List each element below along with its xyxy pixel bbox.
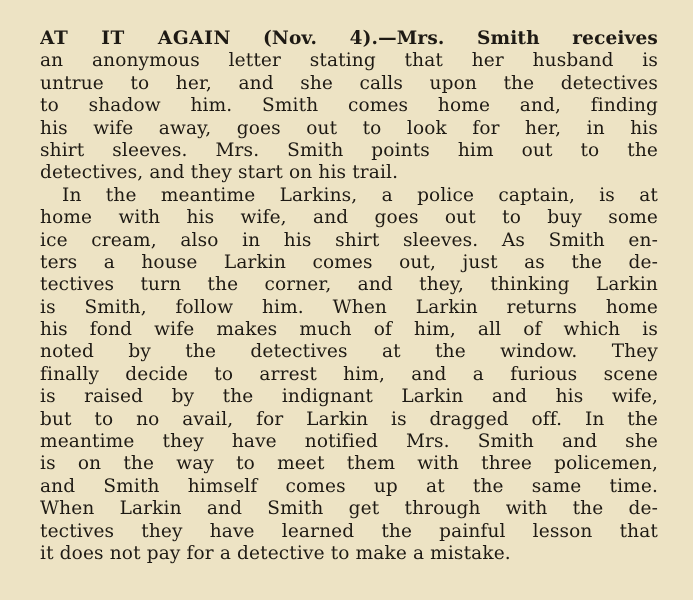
article-line: ters a house Larkin comes out, just as the de- — [40, 251, 658, 273]
article-line: shirt sleeves. Mrs. Smith points him out to the — [40, 139, 658, 161]
article-date: (Nov. 4). — [262, 28, 379, 49]
article-line: to shadow him. Smith comes home and, finding — [40, 95, 658, 117]
article-line: In the meantime Larkins, a police captain, is at — [62, 184, 658, 206]
article-line: tectives they have learned the painful lesson that — [40, 520, 658, 542]
article-line: noted by the detectives at the window. They — [40, 341, 658, 363]
article-line: but to no avail, for Larkin is dragged off. In the — [40, 408, 658, 430]
article-line: When Larkin and Smith get through with the de- — [40, 498, 658, 520]
article-line: home with his wife, and goes out to buy some — [40, 207, 658, 229]
article-line: an anonymous letter stating that her husband is — [40, 50, 658, 72]
article-lead: Mrs. Smith receives — [396, 28, 658, 49]
article-line: is Smith, follow him. When Larkin returns home — [40, 296, 658, 318]
article-line: his fond wife makes much of him, all of which is — [40, 319, 658, 341]
article-line: is on the way to meet them with three policemen, — [40, 453, 658, 475]
article-line: his wife away, goes out to look for her, in his — [40, 117, 658, 139]
article-first-line — [40, 28, 658, 50]
article-line: ice cream, also in his shirt sleeves. As Smith en- — [40, 229, 658, 251]
article-line: meantime they have notified Mrs. Smith and she — [40, 431, 658, 453]
article-column — [40, 28, 658, 565]
article-line: it does not pay for a detective to make a mistake. — [40, 542, 511, 564]
article-line: and Smith himself comes up at the same time. — [40, 475, 658, 497]
article-line: is raised by the indignant Larkin and his wife, — [40, 386, 658, 408]
article-headline: AT IT AGAIN — [40, 28, 231, 49]
article-line: detectives, and they start on his trail. — [40, 162, 399, 184]
article-line: tectives turn the corner, and they, thinking Larkin — [40, 274, 658, 296]
article-line: untrue to her, and she calls upon the detectives — [40, 72, 658, 94]
article-dash: — — [378, 28, 397, 49]
article-line: finally decide to arrest him, and a furious scene — [40, 363, 658, 385]
